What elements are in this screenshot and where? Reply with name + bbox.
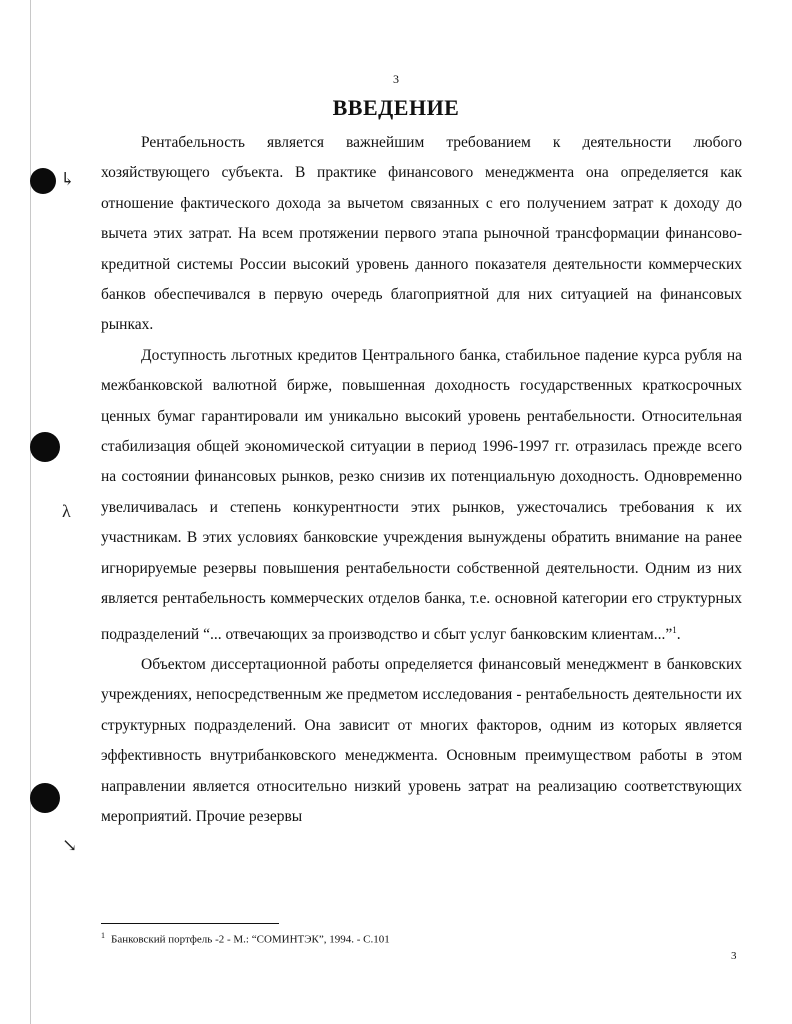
footnote-divider	[101, 923, 279, 924]
paragraph-1: Рентабельность является важнейшим требованием к деятельности любого хозяйствующего субъекта. В практике финансового менеджмента она определяется как отношение фактического дохода за вычетом связанных с его получением затрат к доходу до вычета этих затрат. На всем протяжении первого этапа рыночной трансформации финансово-кредитной системы России высокий уровень данного показателя деятельности коммерческих банков обеспечивался в первую очередь благоприятной для них ситуацией на финансовых рынках.	[101, 134, 742, 334]
body-text	[101, 128, 742, 833]
paragraph-2: Доступность льготных кредитов Центрального банка, стабильное падение курса рубля на межбанковской валютной бирже, повышенная доходность государственных краткосрочных ценных бумаг гарантировали им уникально высокий уровень рентабельности. Относительная стабилизация общей экономической ситуации в период 1996-1997 гг. отразилась прежде всего на состоянии финансовых рынков, резко снизив их потенциальную доходность. Одновременно увеличивалась и степень конкурентности этих рынков, ужесточались требования к их участникам. В этих условиях банковские учреждения вынуждены обратить внимание на ранее игнорируемые резервы повышения рентабельности собственной деятельности. Одним из них является рентабельность коммерческих отделов банка, т.е. основной категории его структурных подразделений “... отвечающих за производство и сбыт услуг банковским клиентам...”$^1$.	[101, 346, 742, 643]
paragraph-2-text: Доступность льготных кредитов Центрального банка, стабильное падение курса рубля на межбанковской валютной бирже, повышенная доходность государственных краткосрочных ценных бумаг гарантировали им уникально высокий уровень рентабельности. Относительная стабилизация общей экономической ситуации в период 1996-1997 гг. отразилась прежде всего на состоянии финансовых рынков, резко снизив их потенциальную доходность. Одновременно увеличивалась и степень конкурентности этих рынков, ужесточались требования к их участникам. В этих условиях банковские учреждения вынуждены обратить внимание на ранее игнорируемые резервы повышения рентабельности собственной деятельности. Одним из них является рентабельность коммерческих отделов банка, т.е. основной категории его структурных подразделений “... отвечающих за производство и сбыт услуг банковским клиентам...”	[101, 346, 742, 643]
scan-artifact-mark: ↳	[60, 169, 76, 189]
footnote	[101, 931, 390, 946]
binder-hole-bottom	[30, 783, 60, 813]
scan-artifact-mark: ↘	[62, 835, 78, 855]
binder-hole-middle	[30, 432, 60, 462]
paragraph-3: Объектом диссертационной работы определяется финансовый менеджмент в банковских учреждениях, непосредственным же предметом исследования - рентабельность деятельности их структурных подразделений. Она зависит от многих факторов, одним из которых является эффективность внутрибанковского менеджмента. Основным преимуществом работы в этом направлении является относительно низкий уровень затрат на реализацию соответствующих мероприятий. Прочие резервы	[101, 656, 742, 826]
page-title: ВВЕДЕНИЕ	[332, 95, 460, 120]
footnote-text: Банковский портфель -2 - М.: “СОМИНТЭК”, 1994. - С.101	[111, 933, 390, 946]
footnote-marker: 1	[101, 931, 105, 940]
page-number-bottom: 3	[731, 950, 737, 962]
scan-edge	[30, 0, 31, 1024]
binder-hole-top	[30, 168, 56, 194]
page-number-top: 3	[393, 72, 399, 86]
scan-artifact-mark: λ	[62, 501, 71, 521]
footnote-reference: 1	[672, 624, 677, 635]
